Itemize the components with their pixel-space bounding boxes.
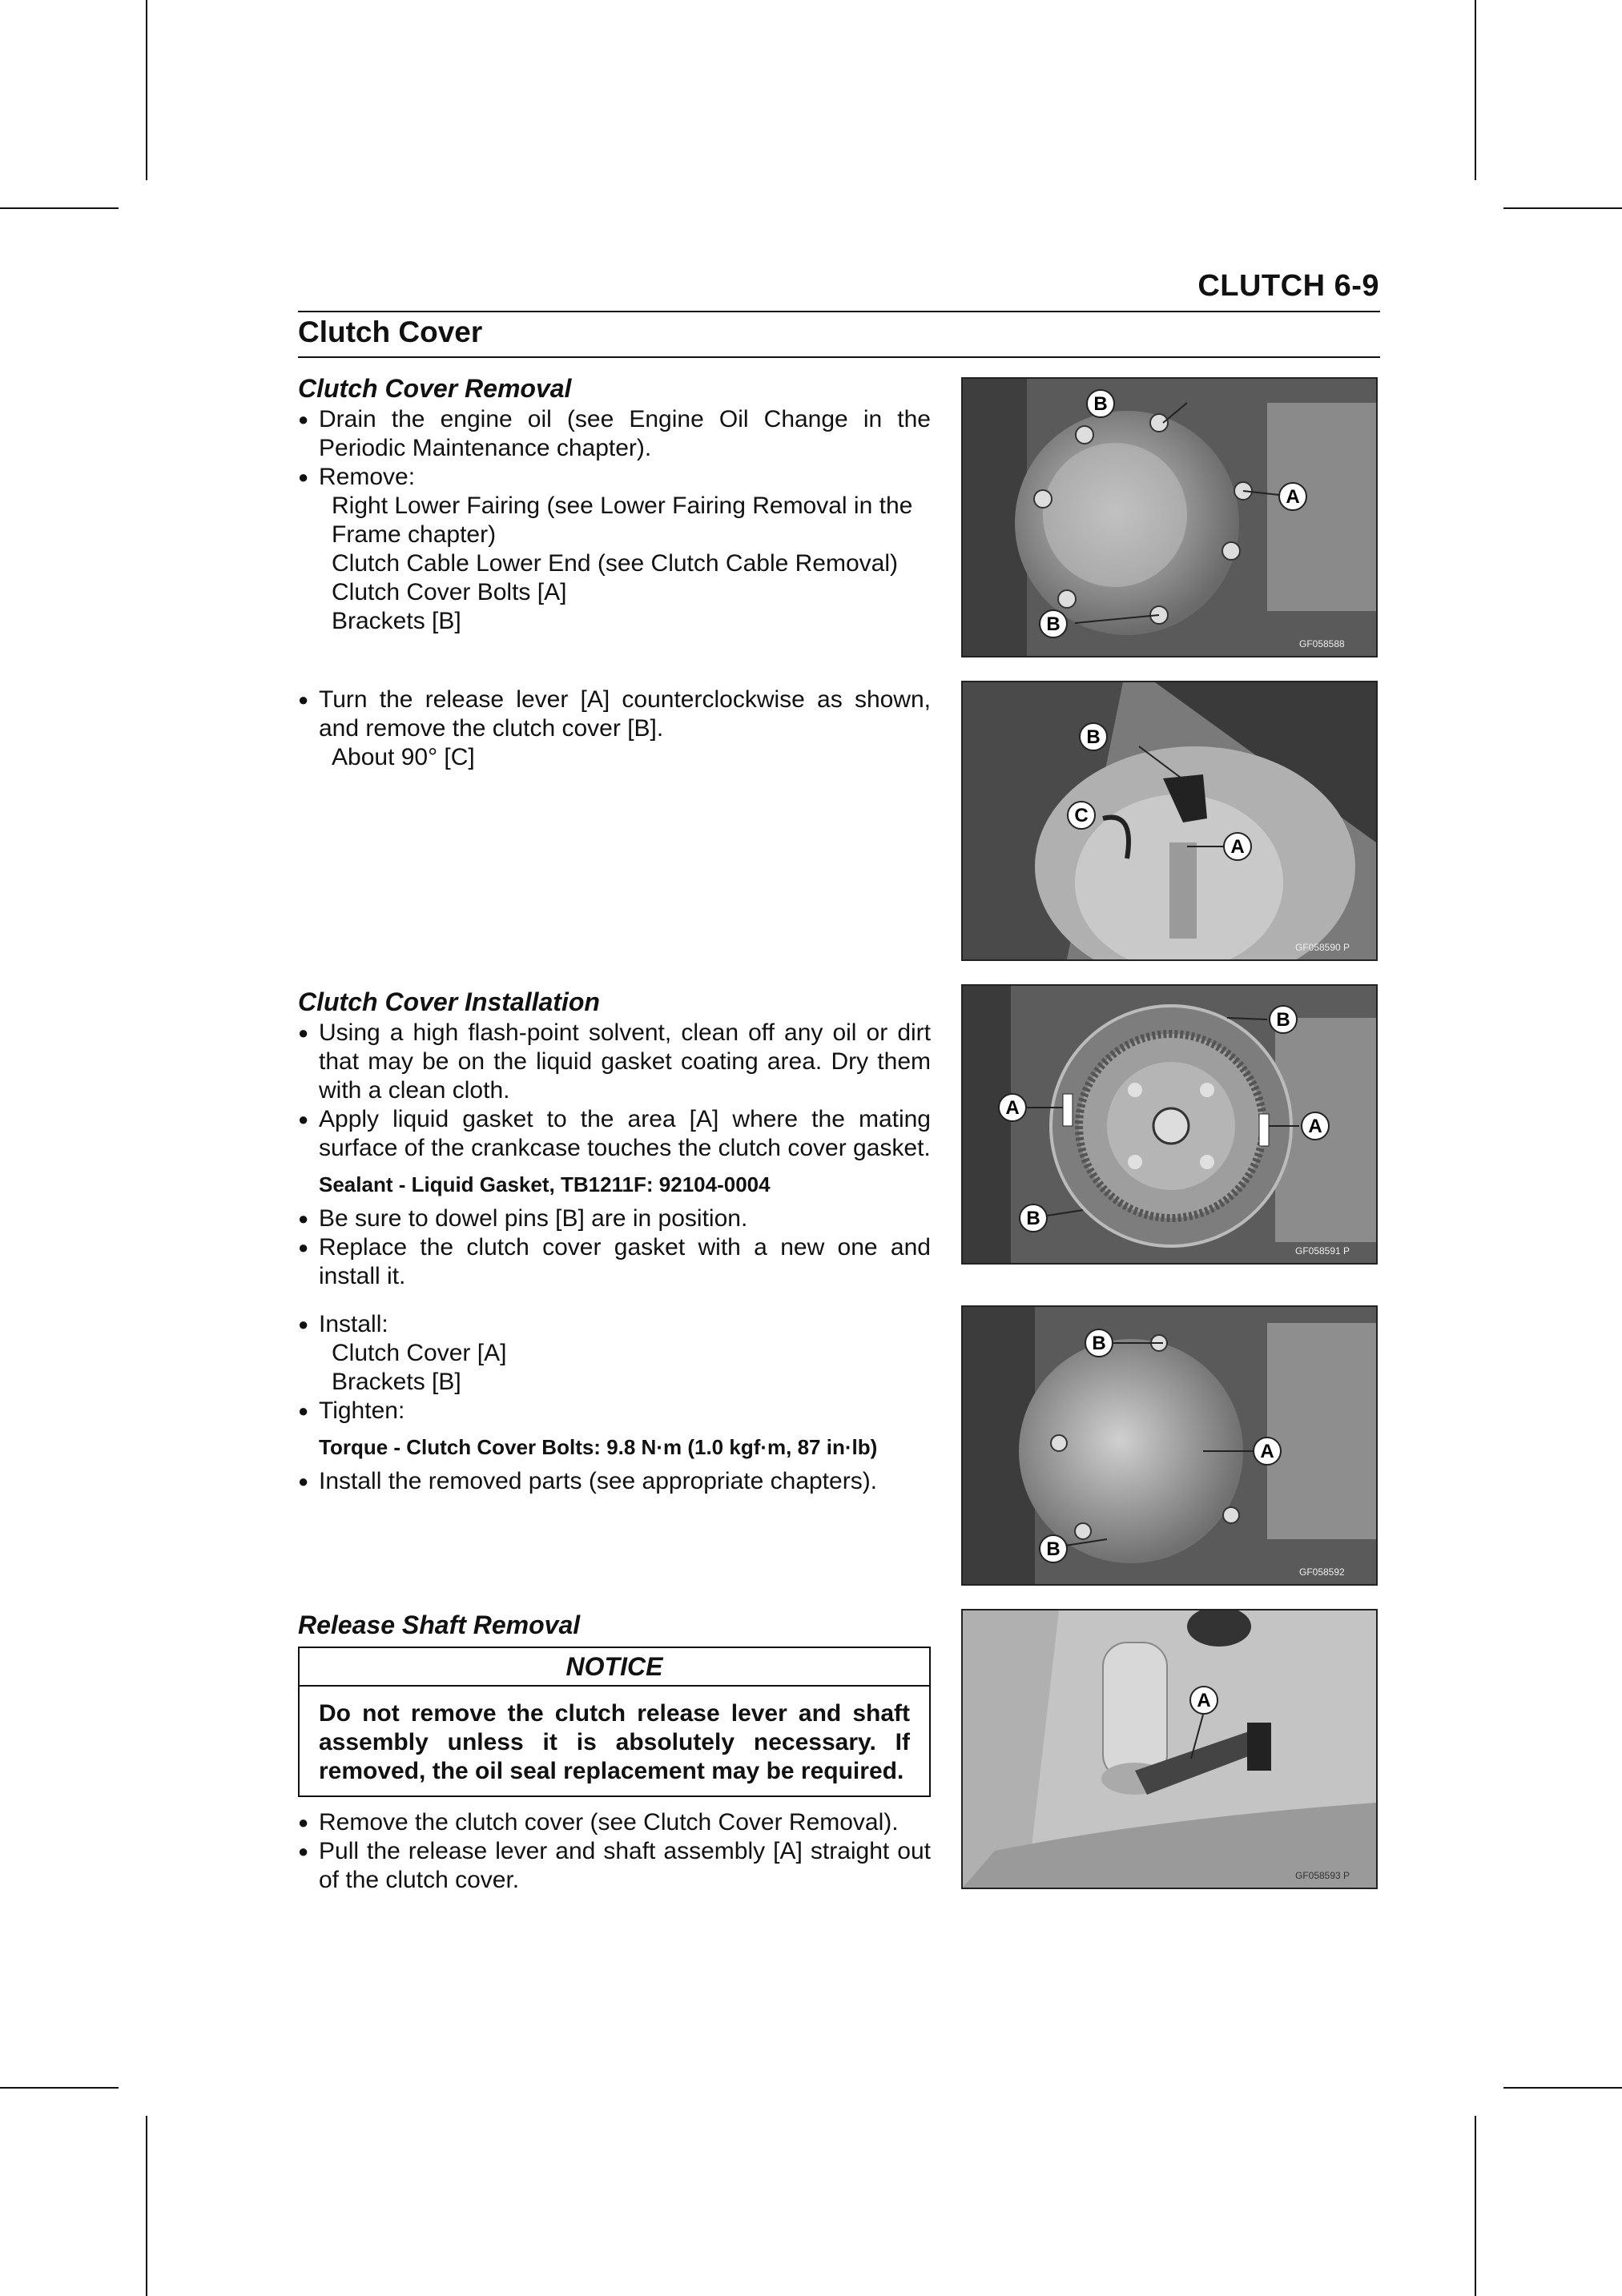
install-step-install: ● Install: (298, 1310, 931, 1339)
crop-mark (146, 2116, 147, 2296)
figure-code: GF058591 P (1295, 1245, 1350, 1257)
callout-label: B (1276, 1009, 1290, 1031)
removal-heading: Clutch Cover Removal (298, 374, 572, 403)
removal-step-remove: ● Remove: (298, 463, 931, 492)
removal-angle: About 90° [C] (332, 744, 475, 770)
release-step-pull-lever: ● Pull the release lever and shaft assembly [A] straight out of the clutch cover. (298, 1837, 931, 1895)
install-step-clean: ● Using a high flash-point solvent, clean off any oil or dirt that may be on the liquid gasket coating area. Dry them with a clean cloth. (298, 1019, 931, 1105)
crop-mark (0, 207, 119, 209)
install-step-tighten: ● Tighten: (298, 1397, 931, 1425)
callout-label: A (1197, 1690, 1211, 1711)
notice-title: NOTICE (300, 1648, 929, 1687)
figure-liquid-gasket-area (961, 984, 1378, 1265)
release-shaft-heading: Release Shaft Removal (298, 1610, 581, 1639)
figure-release-shaft (961, 1609, 1378, 1889)
figure-clutch-cover-installed (961, 1305, 1378, 1586)
callout-label: A (1308, 1116, 1322, 1137)
removal-item: Brackets [B] (332, 608, 461, 634)
callout-label: B (1046, 613, 1061, 635)
callout-label: B (1086, 726, 1101, 748)
callout-label: B (1093, 393, 1108, 415)
crop-mark (1503, 207, 1622, 209)
release-shaft-block (298, 1610, 931, 1895)
crop-mark (1475, 0, 1476, 180)
figure-code: GF058588 (1299, 638, 1345, 649)
install-item: Brackets [B] (332, 1369, 461, 1395)
removal-item: Clutch Cable Lower End (see Clutch Cable Removal) (332, 550, 898, 577)
removal-step-drain: ● Drain the engine oil (see Engine Oil Change in the Periodic Maintenance chapter). (298, 405, 931, 463)
removal-item: Right Lower Fairing (see Lower Fairing Removal in the Frame chapter) (332, 493, 913, 548)
figure-code: GF058590 P (1295, 942, 1350, 953)
notice-text: Do not remove the clutch release lever and shaft assembly unless it is absolutely necessary. If removed, the oil seal replacement may be required. (319, 1700, 910, 1784)
callout-label: A (1286, 486, 1300, 508)
callout-label: B (1092, 1333, 1106, 1354)
callout-label: B (1026, 1208, 1040, 1229)
callout-label: B (1046, 1538, 1061, 1560)
crop-mark (1475, 2116, 1476, 2296)
crop-mark (0, 2087, 119, 2089)
sealant-spec: Sealant - Liquid Gasket, TB1211F: 92104-0004 (319, 1172, 771, 1196)
install-item: Clutch Cover [A] (332, 1340, 507, 1366)
figure-release-lever (961, 681, 1378, 961)
removal-block-2 (298, 686, 931, 772)
removal-block (298, 373, 931, 636)
notice-box (298, 1647, 931, 1797)
crop-mark (146, 0, 147, 180)
section-title: Clutch Cover (298, 316, 483, 348)
page-header: CLUTCH 6-9 (1197, 269, 1379, 303)
install-step-removed-parts: ● Install the removed parts (see appropriate chapters). (298, 1467, 931, 1496)
installation-heading: Clutch Cover Installation (298, 987, 600, 1016)
removal-step-turn-lever: ● Turn the release lever [A] counterclockwise as shown, and remove the clutch cover [B]. (298, 686, 931, 743)
removal-item: Clutch Cover Bolts [A] (332, 579, 567, 605)
install-step-dowel: ● Be sure to dowel pins [B] are in position. (298, 1204, 931, 1233)
callout-label: A (1260, 1441, 1274, 1462)
callout-label: A (1230, 836, 1245, 858)
callout-label: C (1074, 805, 1089, 826)
callout-label: A (1005, 1097, 1020, 1119)
figure-clutch-cover-bolts (961, 377, 1378, 657)
torque-spec: Torque - Clutch Cover Bolts: 9.8 N·m (1.0 kgf·m, 87 in·lb) (319, 1435, 878, 1459)
header-rule (298, 311, 1380, 312)
figure-code: GF058592 (1299, 1566, 1345, 1578)
figure-code: GF058593 P (1295, 1870, 1350, 1881)
crop-mark (1503, 2087, 1622, 2089)
release-step-remove-cover: ● Remove the clutch cover (see Clutch Cover Removal). (298, 1808, 931, 1837)
installation-block (298, 987, 931, 1291)
installation-block-2 (298, 1310, 931, 1496)
install-step-replace-gasket: ● Replace the clutch cover gasket with a new one and install it. (298, 1233, 931, 1291)
install-step-gasket: ● Apply liquid gasket to the area [A] where the mating surface of the crankcase touches the clutch cover gasket. (298, 1105, 931, 1163)
section-rule (298, 356, 1380, 358)
